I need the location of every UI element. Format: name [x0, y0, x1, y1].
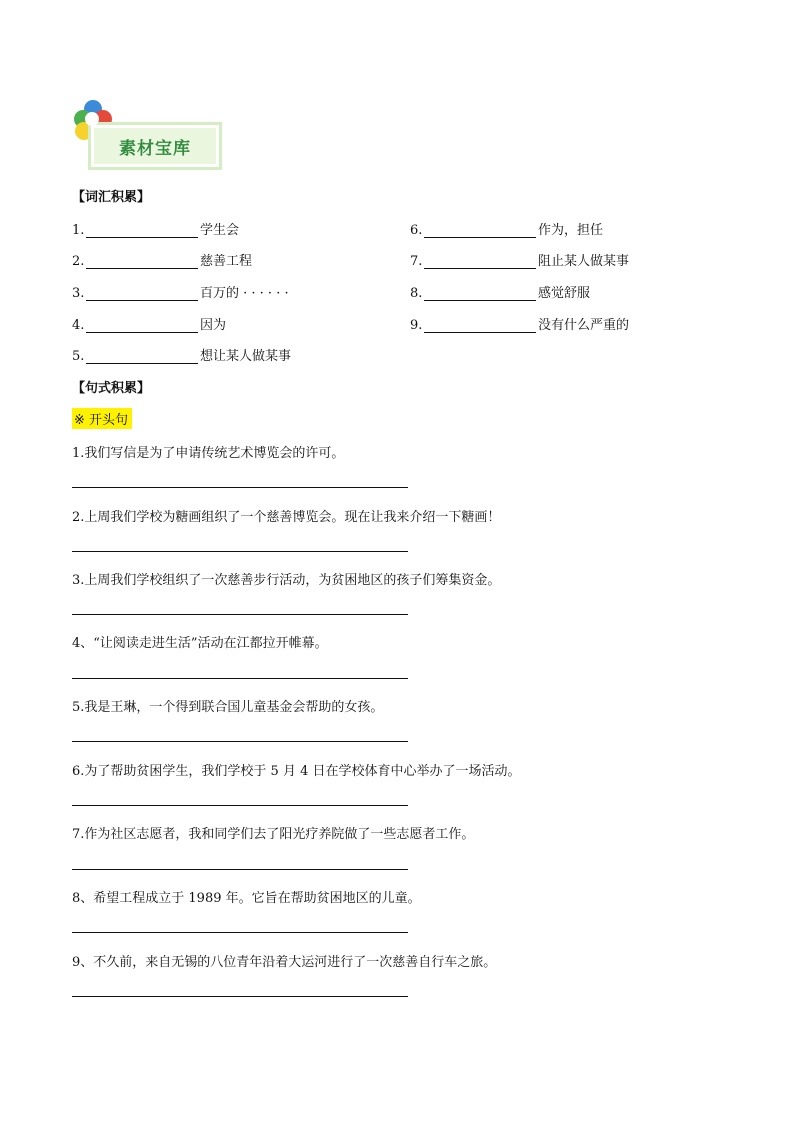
opening-sentence-subheading: ※ 开头句 — [72, 408, 132, 429]
vocab-blank[interactable] — [424, 287, 536, 301]
vocab-number: 1. — [72, 223, 85, 238]
vocab-meaning: 因为 — [200, 318, 227, 333]
vocab-number: 9. — [410, 318, 423, 333]
vocab-item — [410, 219, 603, 238]
vocab-number: 8. — [410, 286, 423, 301]
vocab-blank[interactable] — [424, 224, 536, 238]
vocab-blank[interactable] — [424, 255, 536, 269]
vocab-number: 2. — [72, 254, 85, 269]
answer-line[interactable] — [72, 805, 408, 806]
vocab-section-title: 【词汇积累】 — [72, 190, 151, 205]
sentence-prompt: 1.我们写信是为了申请传统艺术博览会的许可。 — [72, 446, 345, 461]
sentence-section-title: 【句式积累】 — [72, 381, 151, 396]
vocab-meaning: 没有什么严重的 — [538, 318, 630, 333]
vocab-item — [410, 282, 590, 301]
vocab-number: 5. — [72, 349, 85, 364]
vocab-item — [72, 345, 291, 364]
vocab-number: 6. — [410, 223, 423, 238]
answer-line[interactable] — [72, 932, 408, 933]
sentence-prompt: 6.为了帮助贫困学生，我们学校于 5 月 4 日在学校体育中心举办了一场活动。 — [72, 764, 521, 779]
answer-line[interactable] — [72, 487, 408, 488]
sentence-prompt: 3.上周我们学校组织了一次慈善步行活动，为贫困地区的孩子们筹集资金。 — [72, 573, 501, 588]
vocab-blank[interactable] — [86, 255, 198, 269]
answer-line[interactable] — [72, 614, 408, 615]
sentence-prompt: 2.上周我们学校为糖画组织了一个慈善博览会。现在让我来介绍一下糖画！ — [72, 510, 501, 525]
vocab-item — [72, 282, 289, 301]
sentence-prompt: 9、不久前，来自无锡的八位青年沿着大运河进行了一次慈善自行车之旅。 — [72, 955, 497, 970]
vocab-meaning: 想让某人做某事 — [200, 349, 292, 364]
vocab-blank[interactable] — [86, 350, 198, 364]
vocab-meaning: 作为，担任 — [538, 223, 604, 238]
vocab-blank[interactable] — [86, 319, 198, 333]
vocab-number: 4. — [72, 318, 85, 333]
vocab-meaning: 学生会 — [200, 223, 240, 238]
vocab-blank[interactable] — [86, 287, 198, 301]
answer-line[interactable] — [72, 741, 408, 742]
vocab-meaning: 百万的 · · · · · · — [200, 286, 289, 301]
vocab-item — [72, 314, 226, 333]
vocab-meaning: 阻止某人做某事 — [538, 254, 630, 269]
section-logo — [72, 100, 224, 172]
logo-title: 素材宝库 — [94, 128, 216, 164]
logo-badge — [88, 122, 222, 170]
vocab-item — [72, 250, 252, 269]
sentence-prompt: 7.作为社区志愿者，我和同学们去了阳光疗养院做了一些志愿者工作。 — [72, 827, 475, 842]
vocab-number: 3. — [72, 286, 85, 301]
answer-line[interactable] — [72, 869, 408, 870]
answer-line[interactable] — [72, 551, 408, 552]
vocab-meaning: 感觉舒服 — [538, 286, 591, 301]
answer-line[interactable] — [72, 678, 408, 679]
vocab-meaning: 慈善工程 — [200, 254, 253, 269]
sentence-prompt: 4、“让阅读走进生活”活动在江都拉开帷幕。 — [72, 636, 328, 651]
answer-line[interactable] — [72, 996, 408, 997]
vocab-item — [72, 219, 239, 238]
vocab-item — [410, 314, 629, 333]
vocab-item — [410, 250, 629, 269]
vocab-blank[interactable] — [86, 224, 198, 238]
sentence-prompt: 8、希望工程成立于 1989 年。它旨在帮助贫困地区的儿童。 — [72, 891, 421, 906]
vocab-number: 7. — [410, 254, 423, 269]
vocab-blank[interactable] — [424, 319, 536, 333]
flower-center-icon — [85, 112, 99, 126]
sentence-prompt: 5.我是王琳，一个得到联合国儿童基金会帮助的女孩。 — [72, 700, 384, 715]
